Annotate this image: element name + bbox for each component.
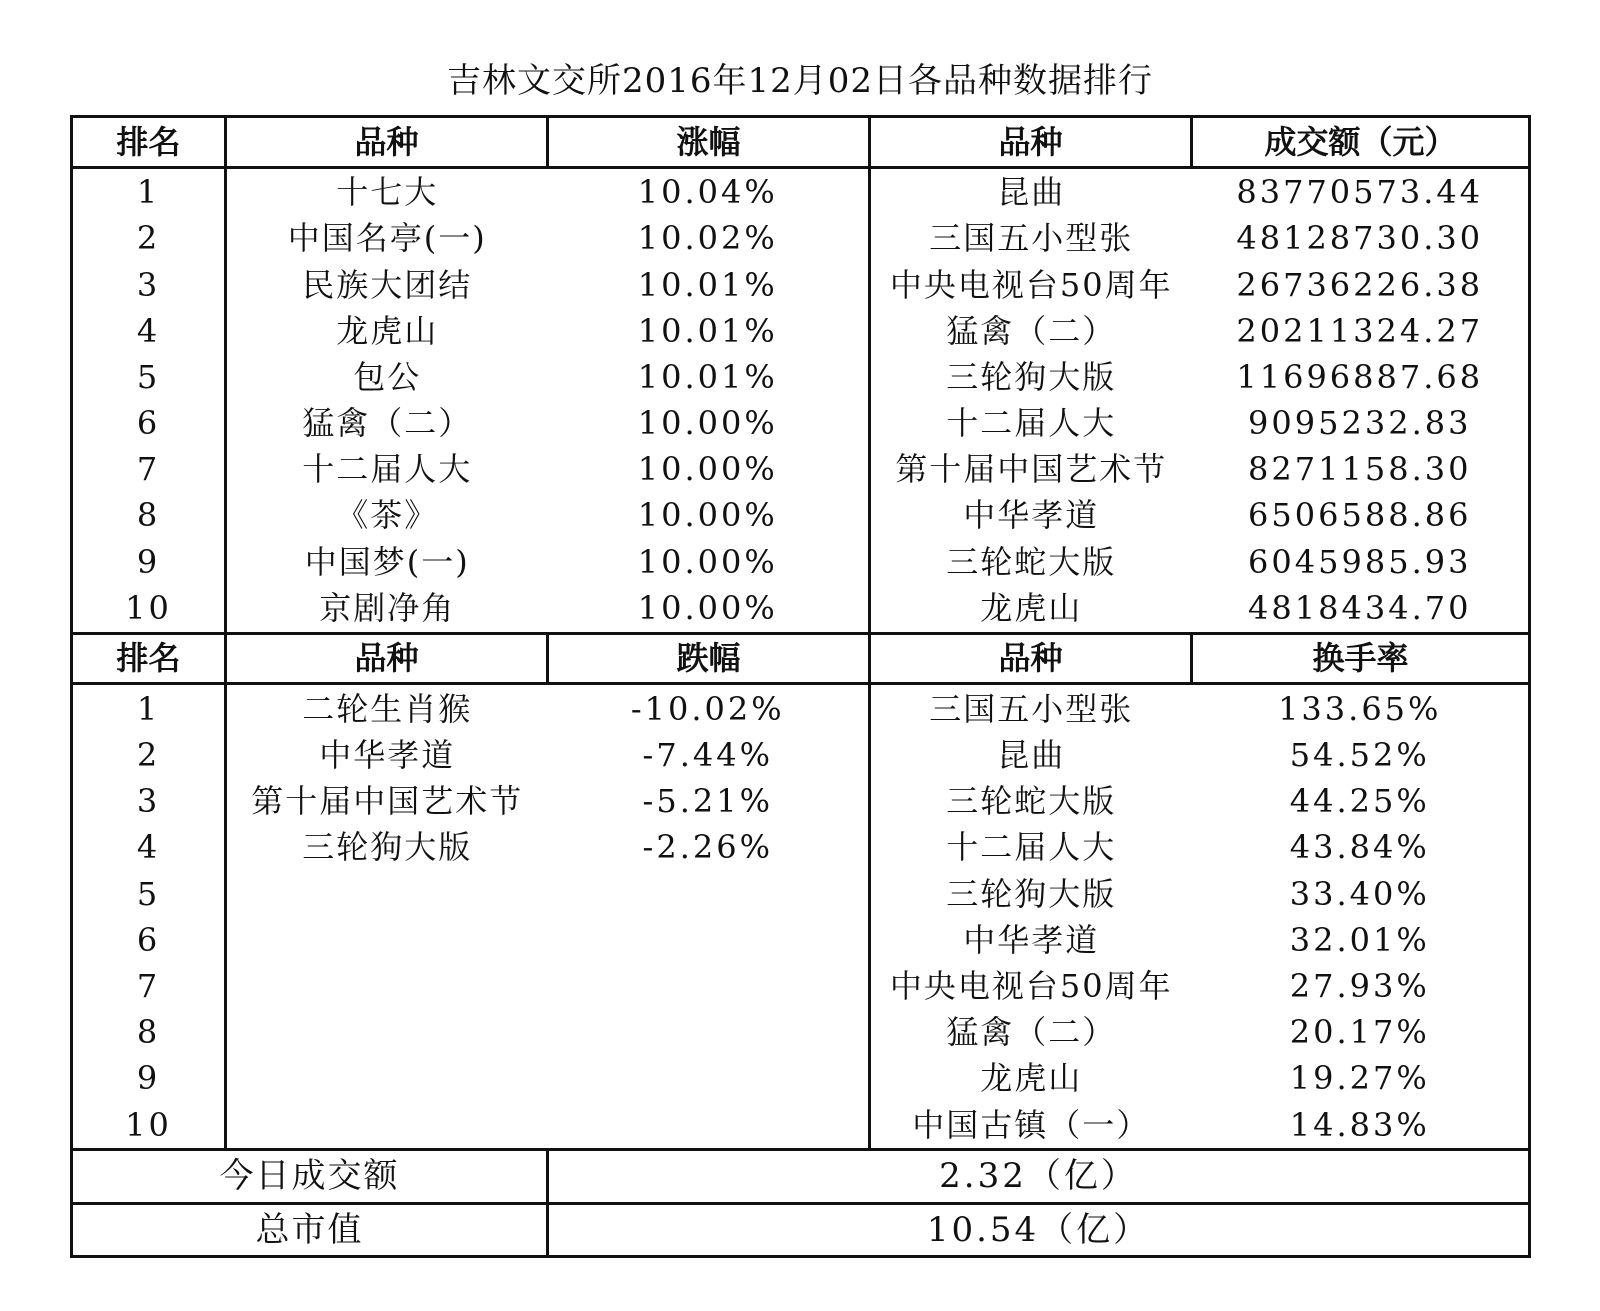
- header-rank: 排名: [72, 633, 226, 684]
- header-variety: 品种: [870, 633, 1192, 684]
- rise-variety-cell: 中国名亭(一): [287, 219, 487, 258]
- turnover-rate-cell: 54.52%: [1192, 732, 1530, 778]
- volume-variety-cell: 中华孝道: [963, 496, 1100, 535]
- bottom-rows: [72, 684, 1530, 1150]
- rank-cell: 5: [72, 870, 226, 916]
- table-row: [72, 354, 1530, 400]
- volume-variety-cell: 三轮蛇大版: [946, 542, 1117, 581]
- fall-variety-cell: [226, 917, 548, 963]
- ranking-table: [70, 115, 1531, 1258]
- rise-pct-cell: 10.00%: [548, 492, 870, 538]
- table-row: [72, 963, 1530, 1009]
- rise-pct-cell: 10.00%: [548, 446, 870, 492]
- table-row: [72, 215, 1530, 261]
- table-row: [72, 1101, 1530, 1149]
- table-row: [72, 585, 1530, 633]
- rise-variety-cell: 《茶》: [336, 496, 439, 535]
- header-turnover: 换手率: [1192, 633, 1530, 684]
- volume-amount-cell: 4818434.70: [1192, 585, 1530, 633]
- rank-cell: 8: [72, 492, 226, 538]
- header-fall: 跌幅: [548, 633, 870, 684]
- rank-cell: 7: [72, 446, 226, 492]
- rank-cell: 1: [72, 684, 226, 732]
- rise-pct-cell: 10.00%: [548, 400, 870, 446]
- turnover-variety-cell: 中央电视台50周年: [889, 966, 1173, 1005]
- fall-variety-cell: [226, 1101, 548, 1149]
- bottom-header-row: [72, 633, 1530, 684]
- fall-variety-cell: [226, 1055, 548, 1101]
- header-rank: 排名: [72, 117, 226, 168]
- header-variety: 品种: [870, 117, 1192, 168]
- rank-cell: 2: [72, 732, 226, 778]
- fall-variety-cell: [226, 963, 548, 1009]
- volume-amount-cell: 9095232.83: [1192, 400, 1530, 446]
- fall-variety-cell: 中华孝道: [319, 736, 456, 774]
- turnover-variety-cell: 三国五小型张: [929, 689, 1134, 728]
- rise-variety-cell: 龙虎山: [336, 311, 439, 350]
- today-volume-value: 2.32（亿）: [548, 1150, 1530, 1203]
- volume-amount-cell: 26736226.38: [1192, 262, 1530, 308]
- rise-variety-cell: 民族大团结: [302, 265, 473, 304]
- volume-variety-cell: 十二届人大: [946, 404, 1117, 443]
- volume-amount-cell: 48128730.30: [1192, 215, 1530, 261]
- volume-variety-cell: 三轮狗大版: [946, 357, 1117, 396]
- rise-pct-cell: 10.01%: [548, 354, 870, 400]
- rank-cell: 7: [72, 963, 226, 1009]
- turnover-variety-cell: 中华孝道: [963, 920, 1100, 959]
- turnover-rate-cell: 14.83%: [1192, 1101, 1530, 1149]
- rank-cell: 10: [72, 585, 226, 633]
- rise-variety-cell: 中国梦(一): [304, 542, 470, 581]
- rise-pct-cell: 10.01%: [548, 262, 870, 308]
- table-row: [72, 1009, 1530, 1055]
- fall-pct-cell: [548, 917, 870, 963]
- turnover-variety-cell: 十二届人大: [946, 828, 1117, 867]
- rank-cell: 5: [72, 354, 226, 400]
- table-row: [72, 870, 1530, 916]
- page-title: 吉林文交所2016年12月02日各品种数据排行: [446, 61, 1154, 101]
- turnover-variety-cell: 昆曲: [997, 736, 1066, 774]
- turnover-variety-cell: 中国古镇（一）: [870, 1101, 1192, 1149]
- turnover-rate-cell: 27.93%: [1192, 963, 1530, 1009]
- volume-amount-cell: 11696887.68: [1192, 354, 1530, 400]
- turnover-rate-cell: 33.40%: [1192, 870, 1530, 916]
- fall-pct-cell: [548, 1009, 870, 1055]
- table-row: [72, 539, 1530, 585]
- volume-amount-cell: 20211324.27: [1192, 308, 1530, 354]
- table-row: [72, 167, 1530, 215]
- volume-variety-cell: 猛禽（二）: [946, 311, 1117, 350]
- summary-row-volume: [72, 1150, 1530, 1203]
- volume-variety-cell: 中央电视台50周年: [889, 265, 1173, 304]
- rank-cell: 9: [72, 539, 226, 585]
- turnover-rate-cell: 20.17%: [1192, 1009, 1530, 1055]
- header-variety: 品种: [226, 117, 548, 168]
- rank-cell: 3: [72, 778, 226, 824]
- rise-pct-cell: 10.00%: [548, 539, 870, 585]
- rise-variety-cell: 包公: [353, 357, 422, 396]
- volume-variety-cell: 三国五小型张: [929, 219, 1134, 258]
- table-row: [72, 1055, 1530, 1101]
- table-row: [72, 262, 1530, 308]
- fall-pct-cell: [548, 1101, 870, 1149]
- volume-amount-cell: 6506588.86: [1192, 492, 1530, 538]
- rise-pct-cell: 10.00%: [548, 585, 870, 633]
- table-row: [72, 824, 1530, 870]
- top-rows: [72, 167, 1530, 633]
- header-variety: 品种: [226, 633, 548, 684]
- market-cap-value: 10.54（亿）: [548, 1203, 1530, 1256]
- volume-amount-cell: 83770573.44: [1192, 167, 1530, 215]
- volume-amount-cell: 6045985.93: [1192, 539, 1530, 585]
- table-row: [72, 308, 1530, 354]
- rank-cell: 3: [72, 262, 226, 308]
- table-row: [72, 917, 1530, 963]
- rank-cell: 6: [72, 917, 226, 963]
- fall-pct-cell: -10.02%: [548, 684, 870, 732]
- volume-amount-cell: 8271158.30: [1192, 446, 1530, 492]
- volume-variety-cell: 龙虎山: [870, 585, 1192, 633]
- top-header-row: [72, 117, 1530, 168]
- turnover-variety-cell: 猛禽（二）: [946, 1013, 1117, 1052]
- rank-cell: 2: [72, 215, 226, 261]
- rise-variety-cell: 十七大: [336, 172, 439, 211]
- turnover-variety-cell: 三轮蛇大版: [946, 782, 1117, 821]
- header-volume: 成交额（元）: [1192, 117, 1530, 168]
- rise-variety-cell: 十二届人大: [302, 450, 473, 489]
- market-cap-label: 总市值: [72, 1203, 548, 1256]
- turnover-rate-cell: 32.01%: [1192, 917, 1530, 963]
- rank-cell: 4: [72, 308, 226, 354]
- turnover-rate-cell: 44.25%: [1192, 778, 1530, 824]
- header-rise: 涨幅: [548, 117, 870, 168]
- turnover-variety-cell: 三轮狗大版: [946, 874, 1117, 913]
- fall-variety-cell: 第十届中国艺术节: [251, 782, 524, 821]
- rank-cell: 6: [72, 400, 226, 446]
- rise-pct-cell: 10.04%: [548, 167, 870, 215]
- fall-pct-cell: -5.21%: [548, 778, 870, 824]
- turnover-rate-cell: 133.65%: [1192, 684, 1530, 732]
- fall-pct-cell: [548, 963, 870, 1009]
- table-row: [72, 492, 1530, 538]
- rise-variety-cell: 猛禽（二）: [302, 404, 473, 443]
- fall-variety-cell: 三轮狗大版: [302, 828, 473, 867]
- rank-cell: 9: [72, 1055, 226, 1101]
- fall-variety-cell: [226, 870, 548, 916]
- fall-variety-cell: 二轮生肖猴: [302, 689, 473, 728]
- rise-pct-cell: 10.01%: [548, 308, 870, 354]
- summary-row-market-cap: [72, 1203, 1530, 1256]
- turnover-rate-cell: 19.27%: [1192, 1055, 1530, 1101]
- rank-cell: 4: [72, 824, 226, 870]
- table-row: [72, 778, 1530, 824]
- volume-variety-cell: 第十届中国艺术节: [895, 450, 1168, 489]
- table-row: [72, 400, 1530, 446]
- turnover-variety-cell: 龙虎山: [980, 1059, 1083, 1098]
- rise-pct-cell: 10.02%: [548, 215, 870, 261]
- fall-variety-cell: [226, 1009, 548, 1055]
- fall-pct-cell: [548, 870, 870, 916]
- fall-pct-cell: -7.44%: [548, 732, 870, 778]
- today-volume-label: 今日成交额: [72, 1150, 548, 1203]
- rank-cell: 8: [72, 1009, 226, 1055]
- rise-variety-cell: 京剧净角: [226, 585, 548, 633]
- table-row: [72, 732, 1530, 778]
- turnover-rate-cell: 43.84%: [1192, 824, 1530, 870]
- table-row: [72, 684, 1530, 732]
- fall-pct-cell: -2.26%: [548, 824, 870, 870]
- rank-cell: 10: [72, 1101, 226, 1149]
- volume-variety-cell: 昆曲: [997, 172, 1066, 211]
- rank-cell: 1: [72, 167, 226, 215]
- fall-pct-cell: [548, 1055, 870, 1101]
- table-row: [72, 446, 1530, 492]
